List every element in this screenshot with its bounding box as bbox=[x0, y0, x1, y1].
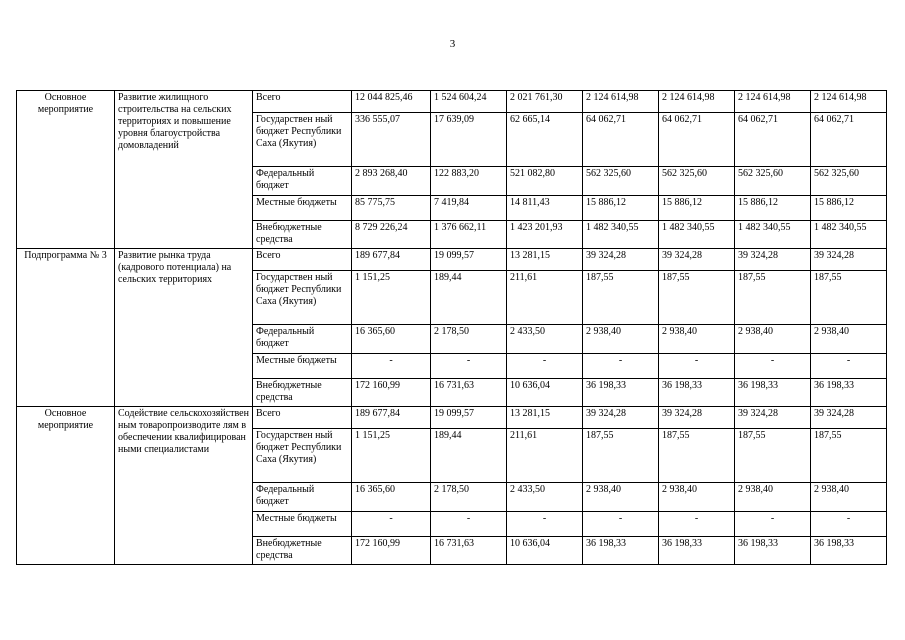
funding-source: Внебюджетные средства bbox=[253, 221, 352, 249]
amount-cell: 36 198,33 bbox=[659, 537, 735, 565]
amount-cell: 64 062,71 bbox=[811, 113, 887, 167]
amount-cell: 521 082,80 bbox=[507, 167, 583, 196]
amount-cell: 1 482 340,55 bbox=[735, 221, 811, 249]
amount-cell: 187,55 bbox=[659, 429, 735, 483]
amount-cell: 39 324,28 bbox=[811, 249, 887, 271]
amount-cell: - bbox=[352, 354, 431, 379]
amount-cell: 211,61 bbox=[507, 271, 583, 325]
amount-cell: 211,61 bbox=[507, 429, 583, 483]
amount-cell: 36 198,33 bbox=[735, 537, 811, 565]
table-row bbox=[17, 91, 887, 113]
amount-cell: 187,55 bbox=[735, 271, 811, 325]
program-name: Содействие сельскохозяйствен ным товаропроизводите лям в обеспечении квалифицирован ными специалистами bbox=[115, 407, 253, 565]
amount-cell: 1 376 662,11 bbox=[431, 221, 507, 249]
amount-cell: 36 198,33 bbox=[735, 379, 811, 407]
amount-cell: 187,55 bbox=[583, 271, 659, 325]
amount-cell: 39 324,28 bbox=[735, 249, 811, 271]
funding-source: Федеральный бюджет bbox=[253, 483, 352, 512]
funding-source: Государствен ный бюджет Республики Саха (Якутия) bbox=[253, 271, 352, 325]
funding-source: Внебюджетные средства bbox=[253, 379, 352, 407]
amount-cell: 122 883,20 bbox=[431, 167, 507, 196]
amount-cell: 16 365,60 bbox=[352, 483, 431, 512]
amount-cell: - bbox=[431, 512, 507, 537]
funding-source: Федеральный бюджет bbox=[253, 325, 352, 354]
amount-cell: - bbox=[431, 354, 507, 379]
amount-cell: 85 775,75 bbox=[352, 196, 431, 221]
amount-cell: 2 124 614,98 bbox=[583, 91, 659, 113]
amount-cell: 1 482 340,55 bbox=[659, 221, 735, 249]
funding-source: Всего bbox=[253, 91, 352, 113]
section-label: Основное мероприятие bbox=[17, 407, 115, 565]
amount-cell: 39 324,28 bbox=[659, 407, 735, 429]
amount-cell: 7 419,84 bbox=[431, 196, 507, 221]
funding-source: Местные бюджеты bbox=[253, 512, 352, 537]
funding-source: Местные бюджеты bbox=[253, 196, 352, 221]
amount-cell: 16 731,63 bbox=[431, 379, 507, 407]
amount-cell: - bbox=[507, 354, 583, 379]
amount-cell: 2 938,40 bbox=[811, 483, 887, 512]
amount-cell: - bbox=[659, 512, 735, 537]
amount-cell: 36 198,33 bbox=[583, 537, 659, 565]
amount-cell: 189 677,84 bbox=[352, 407, 431, 429]
table-row bbox=[17, 249, 887, 271]
amount-cell: 2 938,40 bbox=[659, 483, 735, 512]
table-row bbox=[17, 407, 887, 429]
amount-cell: 187,55 bbox=[659, 271, 735, 325]
program-name: Развитие жилищного строительства на сельских территориях и повышение уровня благоустройства домовладений bbox=[115, 91, 253, 249]
amount-cell: 19 099,57 bbox=[431, 407, 507, 429]
amount-cell: 2 433,50 bbox=[507, 325, 583, 354]
amount-cell: 2 938,40 bbox=[811, 325, 887, 354]
amount-cell: 1 423 201,93 bbox=[507, 221, 583, 249]
section-label: Подпрограмма № 3 bbox=[17, 249, 115, 407]
amount-cell: 17 639,09 bbox=[431, 113, 507, 167]
amount-cell: 8 729 226,24 bbox=[352, 221, 431, 249]
amount-cell: 64 062,71 bbox=[659, 113, 735, 167]
amount-cell: 2 021 761,30 bbox=[507, 91, 583, 113]
amount-cell: - bbox=[583, 354, 659, 379]
amount-cell: 36 198,33 bbox=[583, 379, 659, 407]
budget-table bbox=[16, 90, 887, 565]
amount-cell: 562 325,60 bbox=[811, 167, 887, 196]
amount-cell: - bbox=[811, 512, 887, 537]
amount-cell: 1 151,25 bbox=[352, 271, 431, 325]
amount-cell: 15 886,12 bbox=[735, 196, 811, 221]
amount-cell: 15 886,12 bbox=[659, 196, 735, 221]
amount-cell: 189 677,84 bbox=[352, 249, 431, 271]
amount-cell: 562 325,60 bbox=[583, 167, 659, 196]
amount-cell: 12 044 825,46 bbox=[352, 91, 431, 113]
amount-cell: 336 555,07 bbox=[352, 113, 431, 167]
amount-cell: 562 325,60 bbox=[735, 167, 811, 196]
amount-cell: - bbox=[735, 512, 811, 537]
amount-cell: 36 198,33 bbox=[811, 379, 887, 407]
funding-source: Государствен ный бюджет Республики Саха (Якутия) bbox=[253, 113, 352, 167]
amount-cell: 39 324,28 bbox=[811, 407, 887, 429]
amount-cell: 36 198,33 bbox=[659, 379, 735, 407]
amount-cell: 2 893 268,40 bbox=[352, 167, 431, 196]
amount-cell: 2 938,40 bbox=[583, 325, 659, 354]
amount-cell: 15 886,12 bbox=[811, 196, 887, 221]
amount-cell: 2 938,40 bbox=[735, 483, 811, 512]
amount-cell: 1 482 340,55 bbox=[583, 221, 659, 249]
amount-cell: 10 636,04 bbox=[507, 537, 583, 565]
amount-cell: 2 433,50 bbox=[507, 483, 583, 512]
amount-cell: 2 178,50 bbox=[431, 325, 507, 354]
amount-cell: 2 938,40 bbox=[735, 325, 811, 354]
amount-cell: - bbox=[352, 512, 431, 537]
amount-cell: 39 324,28 bbox=[659, 249, 735, 271]
amount-cell: 172 160,99 bbox=[352, 379, 431, 407]
amount-cell: 64 062,71 bbox=[583, 113, 659, 167]
amount-cell: 187,55 bbox=[735, 429, 811, 483]
amount-cell: 39 324,28 bbox=[583, 249, 659, 271]
amount-cell: 187,55 bbox=[583, 429, 659, 483]
funding-source: Местные бюджеты bbox=[253, 354, 352, 379]
amount-cell: 172 160,99 bbox=[352, 537, 431, 565]
amount-cell: 39 324,28 bbox=[583, 407, 659, 429]
amount-cell: 562 325,60 bbox=[659, 167, 735, 196]
amount-cell: - bbox=[735, 354, 811, 379]
amount-cell: 1 151,25 bbox=[352, 429, 431, 483]
amount-cell: 2 938,40 bbox=[583, 483, 659, 512]
amount-cell: 2 938,40 bbox=[659, 325, 735, 354]
amount-cell: 16 731,63 bbox=[431, 537, 507, 565]
amount-cell: 15 886,12 bbox=[583, 196, 659, 221]
amount-cell: 64 062,71 bbox=[735, 113, 811, 167]
amount-cell: 36 198,33 bbox=[811, 537, 887, 565]
amount-cell: 2 178,50 bbox=[431, 483, 507, 512]
amount-cell: 39 324,28 bbox=[735, 407, 811, 429]
amount-cell: 14 811,43 bbox=[507, 196, 583, 221]
amount-cell: 19 099,57 bbox=[431, 249, 507, 271]
amount-cell: 10 636,04 bbox=[507, 379, 583, 407]
amount-cell: 2 124 614,98 bbox=[811, 91, 887, 113]
section-label: Основное мероприятие bbox=[17, 91, 115, 249]
amount-cell: - bbox=[583, 512, 659, 537]
amount-cell: 1 524 604,24 bbox=[431, 91, 507, 113]
amount-cell: 187,55 bbox=[811, 429, 887, 483]
amount-cell: 1 482 340,55 bbox=[811, 221, 887, 249]
amount-cell: 13 281,15 bbox=[507, 249, 583, 271]
amount-cell: 16 365,60 bbox=[352, 325, 431, 354]
amount-cell: 2 124 614,98 bbox=[659, 91, 735, 113]
amount-cell: - bbox=[659, 354, 735, 379]
funding-source: Всего bbox=[253, 249, 352, 271]
page-number: 3 bbox=[449, 38, 456, 50]
funding-source: Всего bbox=[253, 407, 352, 429]
amount-cell: 189,44 bbox=[431, 429, 507, 483]
amount-cell: 189,44 bbox=[431, 271, 507, 325]
amount-cell: 13 281,15 bbox=[507, 407, 583, 429]
amount-cell: - bbox=[507, 512, 583, 537]
amount-cell: 62 665,14 bbox=[507, 113, 583, 167]
amount-cell: 2 124 614,98 bbox=[735, 91, 811, 113]
funding-source: Внебюджетные средства bbox=[253, 537, 352, 565]
amount-cell: 187,55 bbox=[811, 271, 887, 325]
funding-source: Государствен ный бюджет Республики Саха (Якутия) bbox=[253, 429, 352, 483]
program-name: Развитие рынка труда (кадрового потенциала) на сельских территориях bbox=[115, 249, 253, 407]
amount-cell: - bbox=[811, 354, 887, 379]
funding-source: Федеральный бюджет bbox=[253, 167, 352, 196]
